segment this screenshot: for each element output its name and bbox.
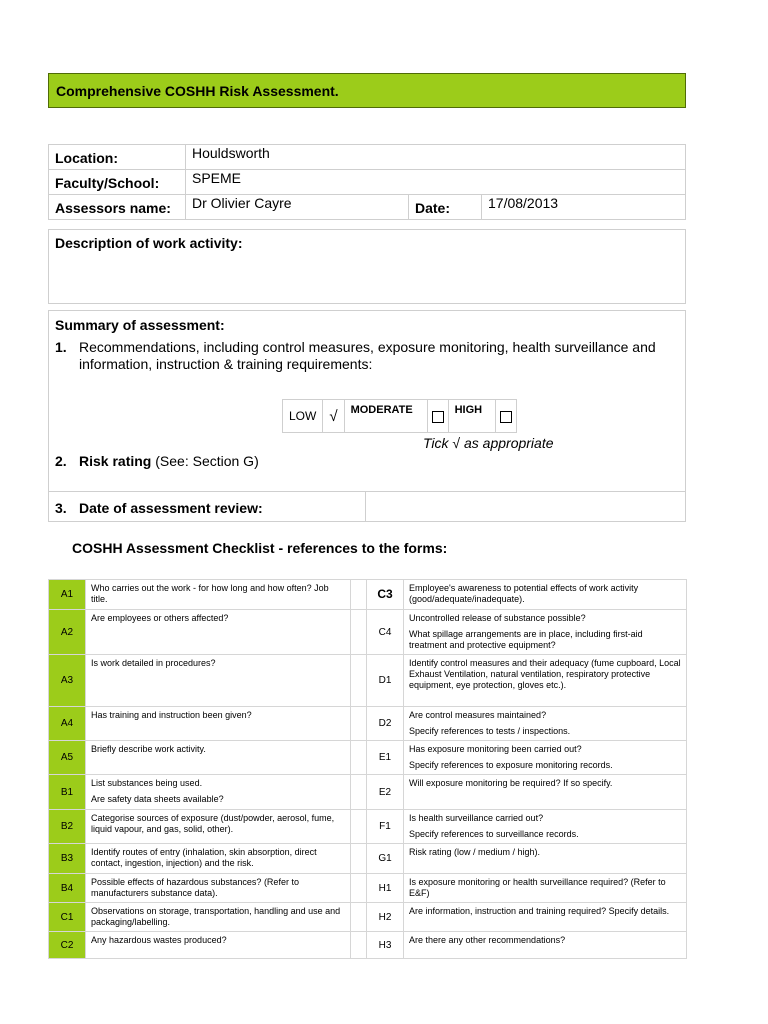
checklist-question: [86, 775, 351, 810]
risk-high-label: HIGH: [448, 400, 495, 433]
checklist-question: [404, 741, 687, 775]
checklist-row: [49, 932, 687, 959]
assessor-value[interactable]: Dr Olivier Cayre: [186, 195, 409, 220]
description-box[interactable]: [48, 229, 686, 304]
document-title: Comprehensive COSHH Risk Assessment.: [48, 73, 686, 108]
risk-rating-note: (See: Section G): [151, 453, 259, 469]
question-text: Will exposure monitoring be required? If so specify.: [409, 778, 613, 788]
checklist-code: C2: [49, 932, 86, 959]
checkbox-icon: [500, 411, 512, 423]
question-text: Briefly describe work activity.: [91, 744, 206, 754]
question-text: Risk rating (low / medium / high).: [409, 847, 541, 857]
checklist-code: H1: [367, 874, 404, 903]
checklist-spacer: [351, 844, 367, 874]
checklist-question: [404, 844, 687, 874]
checklist-row: [49, 707, 687, 741]
risk-low-tick[interactable]: √: [323, 400, 344, 433]
checklist-row: [49, 775, 687, 810]
checklist-question: [86, 874, 351, 903]
checklist-row: [49, 844, 687, 874]
checklist-spacer: [351, 874, 367, 903]
checklist-row: [49, 903, 687, 932]
question-text: Employee's awareness to potential effects of work activity (good/adequate/inadequate).: [409, 583, 639, 604]
checklist-table: [48, 579, 687, 959]
question-text: Is health surveillance carried out?: [409, 813, 544, 823]
checklist-question: [86, 903, 351, 932]
checklist-code: C1: [49, 903, 86, 932]
checklist-code: G1: [367, 844, 404, 874]
question-text: Are control measures maintained?: [409, 710, 547, 720]
summary-box: [48, 310, 686, 522]
checklist-question: [404, 580, 687, 610]
checklist-question: [86, 741, 351, 775]
checklist-code: H2: [367, 903, 404, 932]
checklist-code: B1: [49, 775, 86, 810]
checklist-code: B4: [49, 874, 86, 903]
checklist-spacer: [351, 810, 367, 844]
checklist-question: [86, 655, 351, 707]
question-text: Are information, instruction and training required? Specify details.: [409, 906, 670, 916]
question-text: Are employees or others affected?: [91, 613, 229, 623]
question-text: Observations on storage, transportation, handling and use and packaging/labelling.: [91, 906, 341, 927]
checklist-code: H3: [367, 932, 404, 959]
checklist-title: COSHH Assessment Checklist - references to the forms:: [72, 540, 448, 556]
review-date-label: Date of assessment review:: [79, 500, 263, 516]
checklist-spacer: [351, 580, 367, 610]
review-date-row: [49, 491, 685, 522]
checklist-row: [49, 810, 687, 844]
question-text: Has training and instruction been given?: [91, 710, 252, 720]
assessment-info-table: [48, 144, 686, 220]
risk-high-checkbox[interactable]: [495, 400, 516, 433]
checklist-question: [86, 610, 351, 655]
summary-title: Summary of assessment:: [55, 317, 225, 333]
checklist-spacer: [351, 903, 367, 932]
checklist-question: [86, 580, 351, 610]
checklist-question: [404, 707, 687, 741]
checklist-code: E1: [367, 741, 404, 775]
risk-rating-table: [282, 399, 517, 433]
checklist-row: [49, 741, 687, 775]
checklist-code: B2: [49, 810, 86, 844]
assessor-label: Assessors name:: [49, 195, 186, 220]
checklist-question: [404, 655, 687, 707]
summary-item-2: [79, 453, 259, 469]
checklist-code: A1: [49, 580, 86, 610]
checklist-spacer: [351, 610, 367, 655]
risk-moderate-checkbox[interactable]: [427, 400, 448, 433]
checklist-code: C4: [367, 610, 404, 655]
faculty-value[interactable]: SPEME: [186, 170, 686, 195]
checkbox-icon: [432, 411, 444, 423]
checklist-question: [404, 874, 687, 903]
checklist-question: [404, 932, 687, 959]
question-text: Categorise sources of exposure (dust/powder, aerosol, fume, liquid vapour, and gas, solid, other).: [91, 813, 335, 834]
summary-item-3-number: 3.: [55, 500, 67, 516]
checklist-question: [86, 810, 351, 844]
question-text: Identify routes of entry (inhalation, skin absorption, direct contact, ingestion, injection) and the risk.: [91, 847, 317, 868]
checklist-spacer: [351, 741, 367, 775]
summary-item-1-number: 1.: [55, 339, 67, 355]
checklist-spacer: [351, 775, 367, 810]
checklist-spacer: [351, 707, 367, 741]
checklist-code: C3: [367, 580, 404, 610]
checklist-row: [49, 610, 687, 655]
checklist-question: [404, 610, 687, 655]
checklist-code: A2: [49, 610, 86, 655]
tick-note: Tick √ as appropriate: [423, 435, 554, 451]
question-text: Who carries out the work - for how long and how often? Job title.: [91, 583, 329, 604]
question-text: Any hazardous wastes produced?: [91, 935, 227, 945]
question-text: Is work detailed in procedures?: [91, 658, 216, 668]
checklist-row: [49, 580, 687, 610]
checklist-question: [404, 903, 687, 932]
checklist-row: [49, 655, 687, 707]
question-text: Uncontrolled release of substance possible?: [409, 613, 586, 623]
risk-rating-label: Risk rating: [79, 453, 152, 469]
question-text: Are there any other recommendations?: [409, 935, 566, 945]
checklist-code: A4: [49, 707, 86, 741]
question-text-secondary: Specify references to tests / inspections.: [409, 726, 571, 736]
checklist-question: [404, 775, 687, 810]
question-text: Has exposure monitoring been carried out?: [409, 744, 582, 754]
question-text-secondary: Specify references to surveillance records.: [409, 829, 579, 839]
divider: [365, 492, 366, 522]
checklist-spacer: [351, 932, 367, 959]
checklist-row: [49, 874, 687, 903]
date-value[interactable]: 17/08/2013: [482, 195, 686, 220]
question-text: Identify control measures and their adequacy (fume cupboard, Local Exhaust Ventilation, natural ventilation, respiratory protective equipment, eye protection, gloves etc.).: [409, 658, 681, 690]
question-text-secondary: Are safety data sheets available?: [91, 794, 224, 804]
checklist-code: E2: [367, 775, 404, 810]
checklist-code: D1: [367, 655, 404, 707]
question-text-secondary: Specify references to exposure monitoring records.: [409, 760, 613, 770]
risk-moderate-label: MODERATE: [344, 400, 427, 433]
question-text: Is exposure monitoring or health surveillance required? (Refer to E&F): [409, 877, 666, 898]
checklist-spacer: [351, 655, 367, 707]
summary-item-2-number: 2.: [55, 453, 67, 469]
checklist-code: A3: [49, 655, 86, 707]
question-text: Possible effects of hazardous substances? (Refer to manufacturers substance data).: [91, 877, 299, 898]
date-label: Date:: [409, 195, 482, 220]
checklist-code: D2: [367, 707, 404, 741]
checklist-question: [86, 707, 351, 741]
question-text-secondary: What spillage arrangements are in place, including first-aid treatment and protective equipment?: [409, 629, 643, 650]
checklist-question: [86, 844, 351, 874]
location-label: Location:: [49, 145, 186, 170]
checklist-question: [404, 810, 687, 844]
question-text: List substances being used.: [91, 778, 203, 788]
checklist-code: B3: [49, 844, 86, 874]
summary-item-1-text: Recommendations, including control measures, exposure monitoring, health surveillance and information, instruction & training requirements:: [79, 339, 656, 372]
risk-low-label: LOW: [283, 400, 323, 433]
description-label: Description of work activity:: [55, 235, 243, 251]
faculty-label: Faculty/School:: [49, 170, 186, 195]
location-value[interactable]: Houldsworth: [186, 145, 686, 170]
checklist-code: F1: [367, 810, 404, 844]
checklist-code: A5: [49, 741, 86, 775]
checklist-question: [86, 932, 351, 959]
